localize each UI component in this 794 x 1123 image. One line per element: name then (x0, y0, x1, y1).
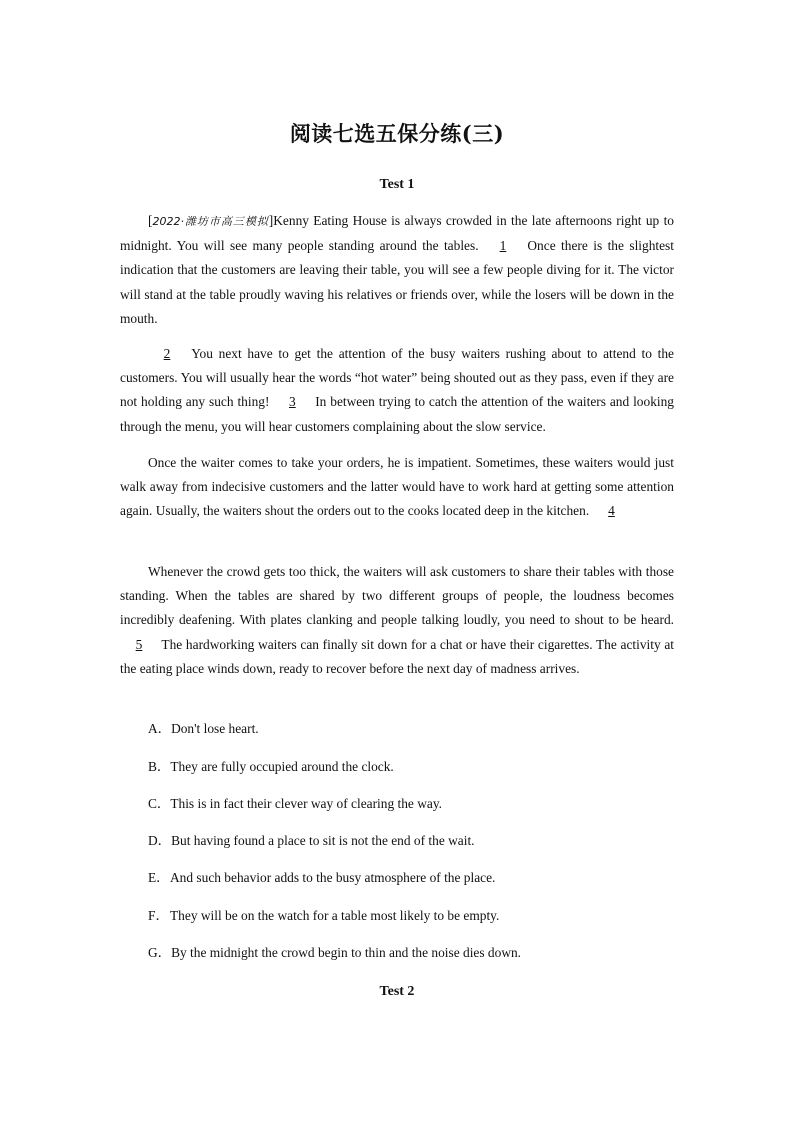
option-letter: E． (148, 870, 170, 885)
paragraph-4-text-a: Whenever the crowd gets too thick, the waiters will ask customers to share their tables with those standing. When the tables are shared by two different groups of people, the loudness becomes incredibly deafening. With plates clanking and people talking loudly, you need to shout to be heard. (120, 564, 674, 628)
option-c (148, 794, 442, 814)
option-text: They will be on the watch for a table most likely to be empty. (170, 908, 500, 923)
blank-5: 5 (135, 636, 143, 652)
option-d (148, 831, 475, 851)
option-b (148, 757, 394, 777)
paragraph-2-text-b: In between trying to catch the attention of the waiters and looking through the menu, you will hear customers complaining about the slow service. (120, 394, 675, 434)
option-letter: B． (148, 759, 171, 774)
option-g (148, 943, 521, 963)
blank-1: 1 (499, 238, 507, 254)
paragraph-2 (120, 342, 674, 439)
option-text: This is in fact their clever way of clearing the way. (170, 796, 442, 811)
blank-4: 4 (608, 503, 615, 519)
option-e (148, 868, 495, 888)
source-open-bracket: [ (148, 213, 153, 228)
option-letter: G． (148, 945, 172, 960)
option-letter: D． (148, 833, 172, 848)
paragraph-2-text-a: You next have to get the attention of the busy waiters rushing about to attend to the customers. You will usually hear the words “hot water” being shouted out as they pass, even if they are not holding any such thing! (120, 346, 674, 410)
page-title: 阅读七选五保分练(三) (289, 121, 505, 146)
paragraph-3 (120, 451, 674, 524)
paragraph-1-text-a: ]Kenny Eating House is always crowded in the late afternoons right up to midnight. You will see many people standing around the tables. (120, 213, 674, 254)
test2-heading: Test 2 (379, 984, 415, 999)
option-text: They are fully occupied around the clock. (170, 759, 394, 774)
option-letter: A． (148, 721, 172, 736)
option-text: By the midnight the crowd begin to thin and the noise dies down. (171, 945, 522, 960)
option-letter: F． (148, 908, 169, 923)
option-text: But having found a place to sit is not the end of the wait. (171, 833, 475, 848)
paragraph-1 (120, 209, 674, 331)
option-a (148, 719, 259, 739)
paragraph-1-text-b: Once there is the slightest indication that the customers are leaving their table, you will see a few people diving for it. The victor will stand at the table proudly waving his relatives or friends over, while the losers will be down in the mouth. (120, 238, 674, 326)
paragraph-4-text-b: The hardworking waiters can finally sit down for a chat or have their cigarettes. The activity at the eating place winds down, ready to recover before the next day of madness arrives. (120, 636, 674, 676)
source-citation: 2022·潍坊市高三模拟 (152, 215, 269, 228)
paragraph-3-text: Once the waiter comes to take your orders, he is impatient. Sometimes, these waiters would just walk away from indecisive customers and the latter would have to work hard at getting some attention again. Usually, the waiters shout the orders out to the cooks located deep in the kitchen. (120, 455, 674, 519)
option-text: Don't lose heart. (171, 721, 259, 736)
test1-heading: Test 1 (379, 177, 415, 192)
paragraph-4 (120, 560, 674, 681)
option-letter: C． (148, 796, 171, 811)
option-text: And such behavior adds to the busy atmosphere of the place. (170, 870, 496, 885)
option-f (148, 906, 499, 926)
blank-2: 2 (163, 346, 171, 361)
blank-3: 3 (288, 394, 296, 410)
